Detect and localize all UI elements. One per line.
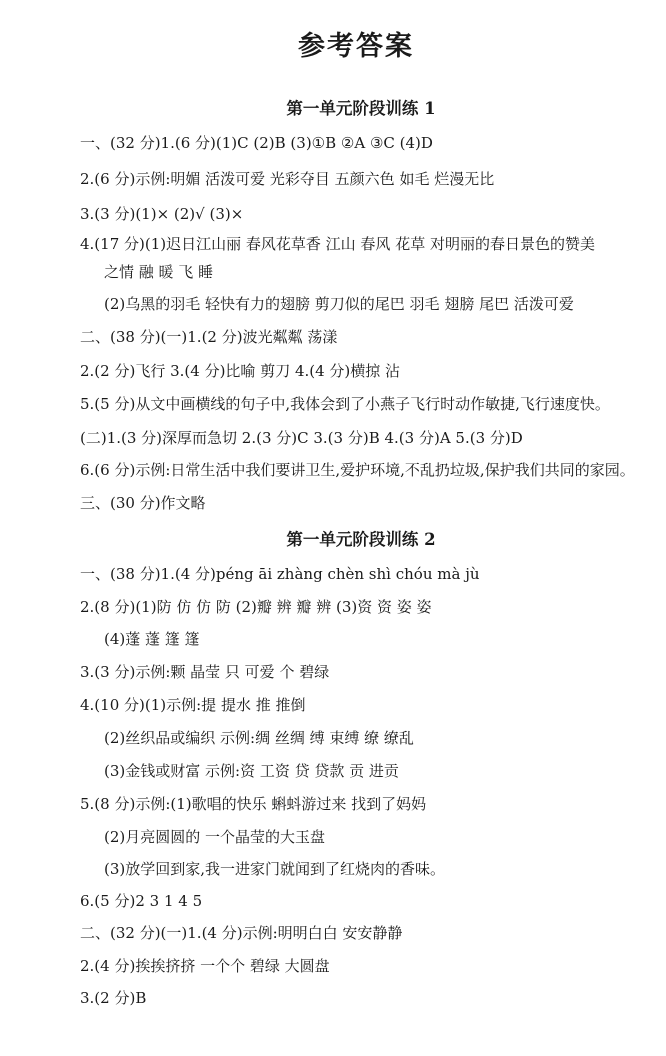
section-2 (80, 527, 632, 553)
answer-line: 之情 融 暖 飞 睡 (104, 263, 214, 281)
section-1 (80, 96, 632, 122)
answer-line: 2.(4 分)挨挨挤挤 一个个 碧绿 大圆盘 (80, 957, 330, 975)
answer-line: (4)蓬 蓬 篷 篷 (104, 630, 200, 648)
answer-line: 5.(5 分)从文中画横线的句子中,我体会到了小燕子飞行时动作敏捷,飞行速度快。 (80, 395, 610, 413)
answer-line: 5.(8 分)示例:(1)歌唱的快乐 蝌蚪游过来 找到了妈妈 (80, 795, 427, 813)
answer-line: 一、(32 分)1.(6 分)(1)C (2)B (3)①B ②A ③C (4)D (80, 134, 433, 152)
section-2-heading: 第一单元阶段训练 2 (286, 530, 436, 549)
section-1-heading: 第一单元阶段训练 1 (286, 99, 436, 118)
answer-line: 3.(3 分)示例:颗 晶莹 只 可爱 个 碧绿 (80, 663, 330, 681)
answer-line: 3.(2 分)B (80, 989, 147, 1007)
answer-line: 6.(5 分)2 3 1 4 5 (80, 892, 203, 910)
answer-line: 4.(17 分)(1)迟日江山丽 春风花草香 江山 春风 花草 对明丽的春日景色的赞美 (80, 235, 595, 253)
answer-line: 三、(30 分)作文略 (80, 494, 206, 512)
page-title: 参考答案 (298, 31, 414, 62)
answer-line: (2)乌黑的羽毛 轻快有力的翅膀 剪刀似的尾巴 羽毛 翅膀 尾巴 活泼可爱 (104, 295, 574, 313)
answer-line: (3)金钱或财富 示例:资 工资 贷 贷款 贡 进贡 (104, 762, 399, 780)
answer-line: (2)月亮圆圆的 一个晶莹的大玉盘 (104, 828, 326, 846)
answer-line: 6.(6 分)示例:日常生活中我们要讲卫生,爱护环境,不乱扔垃圾,保护我们共同的家园。 (80, 461, 635, 479)
answer-line: 2.(8 分)(1)防 仿 仿 防 (2)瓣 辨 瓣 辨 (3)资 资 姿 姿 (80, 598, 432, 616)
answer-line: (3)放学回到家,我一进家门就闻到了红烧肉的香味。 (104, 860, 446, 878)
answer-line: 二、(38 分)(一)1.(2 分)波光粼粼 荡漾 (80, 328, 338, 346)
answer-line: (2)丝织品或编织 示例:绸 丝绸 缚 束缚 缭 缭乱 (104, 729, 414, 747)
answer-line: 二、(32 分)(一)1.(4 分)示例:明明白白 安安静静 (80, 924, 403, 942)
answer-line: 4.(10 分)(1)示例:提 提水 推 推倒 (80, 696, 306, 714)
answer-line: (二)1.(3 分)深厚而急切 2.(3 分)C 3.(3 分)B 4.(3 分)A 5.(3 分)D (80, 429, 523, 447)
answer-line: 3.(3 分)(1)× (2)√ (3)× (80, 205, 244, 223)
answer-line: 2.(6 分)示例:明媚 活泼可爱 光彩夺目 五颜六色 如毛 烂漫无比 (80, 170, 495, 188)
answer-line: 一、(38 分)1.(4 分)péng āi zhàng chèn shì chóu mà jù (80, 565, 480, 583)
answer-line: 2.(2 分)飞行 3.(4 分)比喻 剪刀 4.(4 分)横掠 沾 (80, 362, 401, 380)
